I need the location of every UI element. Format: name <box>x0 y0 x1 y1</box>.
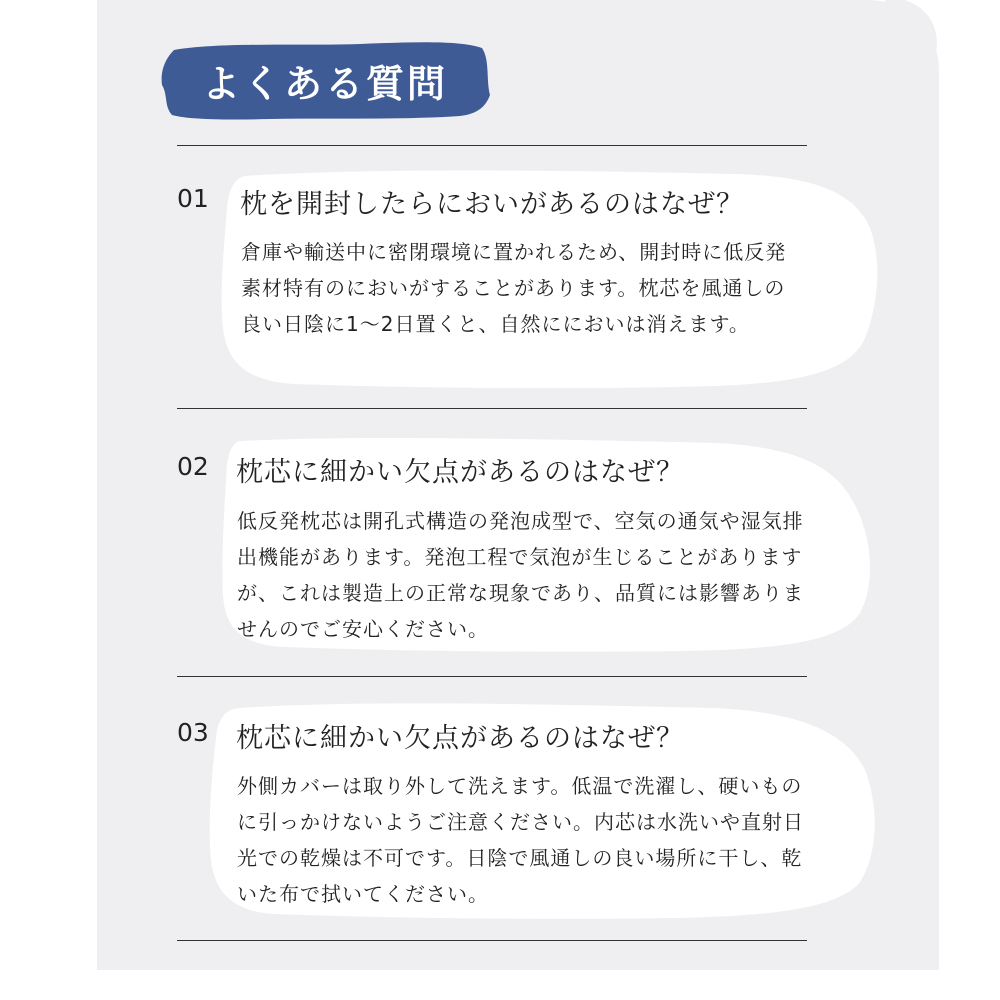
divider-1 <box>177 408 807 409</box>
faq-3-number: 03 <box>177 718 209 747</box>
faq-1-number: 01 <box>177 184 209 213</box>
faq-3-question: 枕芯に細かい欠点があるのはなぜ？ <box>236 723 684 754</box>
faq-1-question: 枕を開封したらにおいがあるのはなぜ？ <box>240 189 744 220</box>
divider-bottom <box>177 940 807 941</box>
faq-1-answer: 倉庫や輸送中に密閉環境に置かれるため、開封時に低反発素材特有のにおいがすることがあります。枕芯を風通しの良い日陰に1～2日置くと、自然ににおいは消えます。 <box>241 240 787 336</box>
divider-2 <box>177 676 807 677</box>
faq-3-answer: 外側カバーは取り外して洗えます。低温で洗濯し、硬いものに引っかけないようご注意ください。内芯は水洗いや直射日光での乾燥は不可です。日陰で風通しの良い場所に干し、乾いた布で拭いてください。 <box>237 774 804 906</box>
faq-2-answer: 低反発枕芯は開孔式構造の発泡成型で、空気の通気や湿気排出機能があります。発泡工程で気泡が生じることがありますが、これは製造上の正常な現象であり、品質には影響ありませんのでご安心ください。 <box>237 509 804 641</box>
faq-heading: よくある質問 <box>201 61 448 106</box>
faq-heading-badge <box>160 40 490 120</box>
divider-top <box>177 145 807 146</box>
faq-2-question: 枕芯に細かい欠点があるのはなぜ？ <box>236 457 684 488</box>
faq-2-number: 02 <box>177 452 209 481</box>
